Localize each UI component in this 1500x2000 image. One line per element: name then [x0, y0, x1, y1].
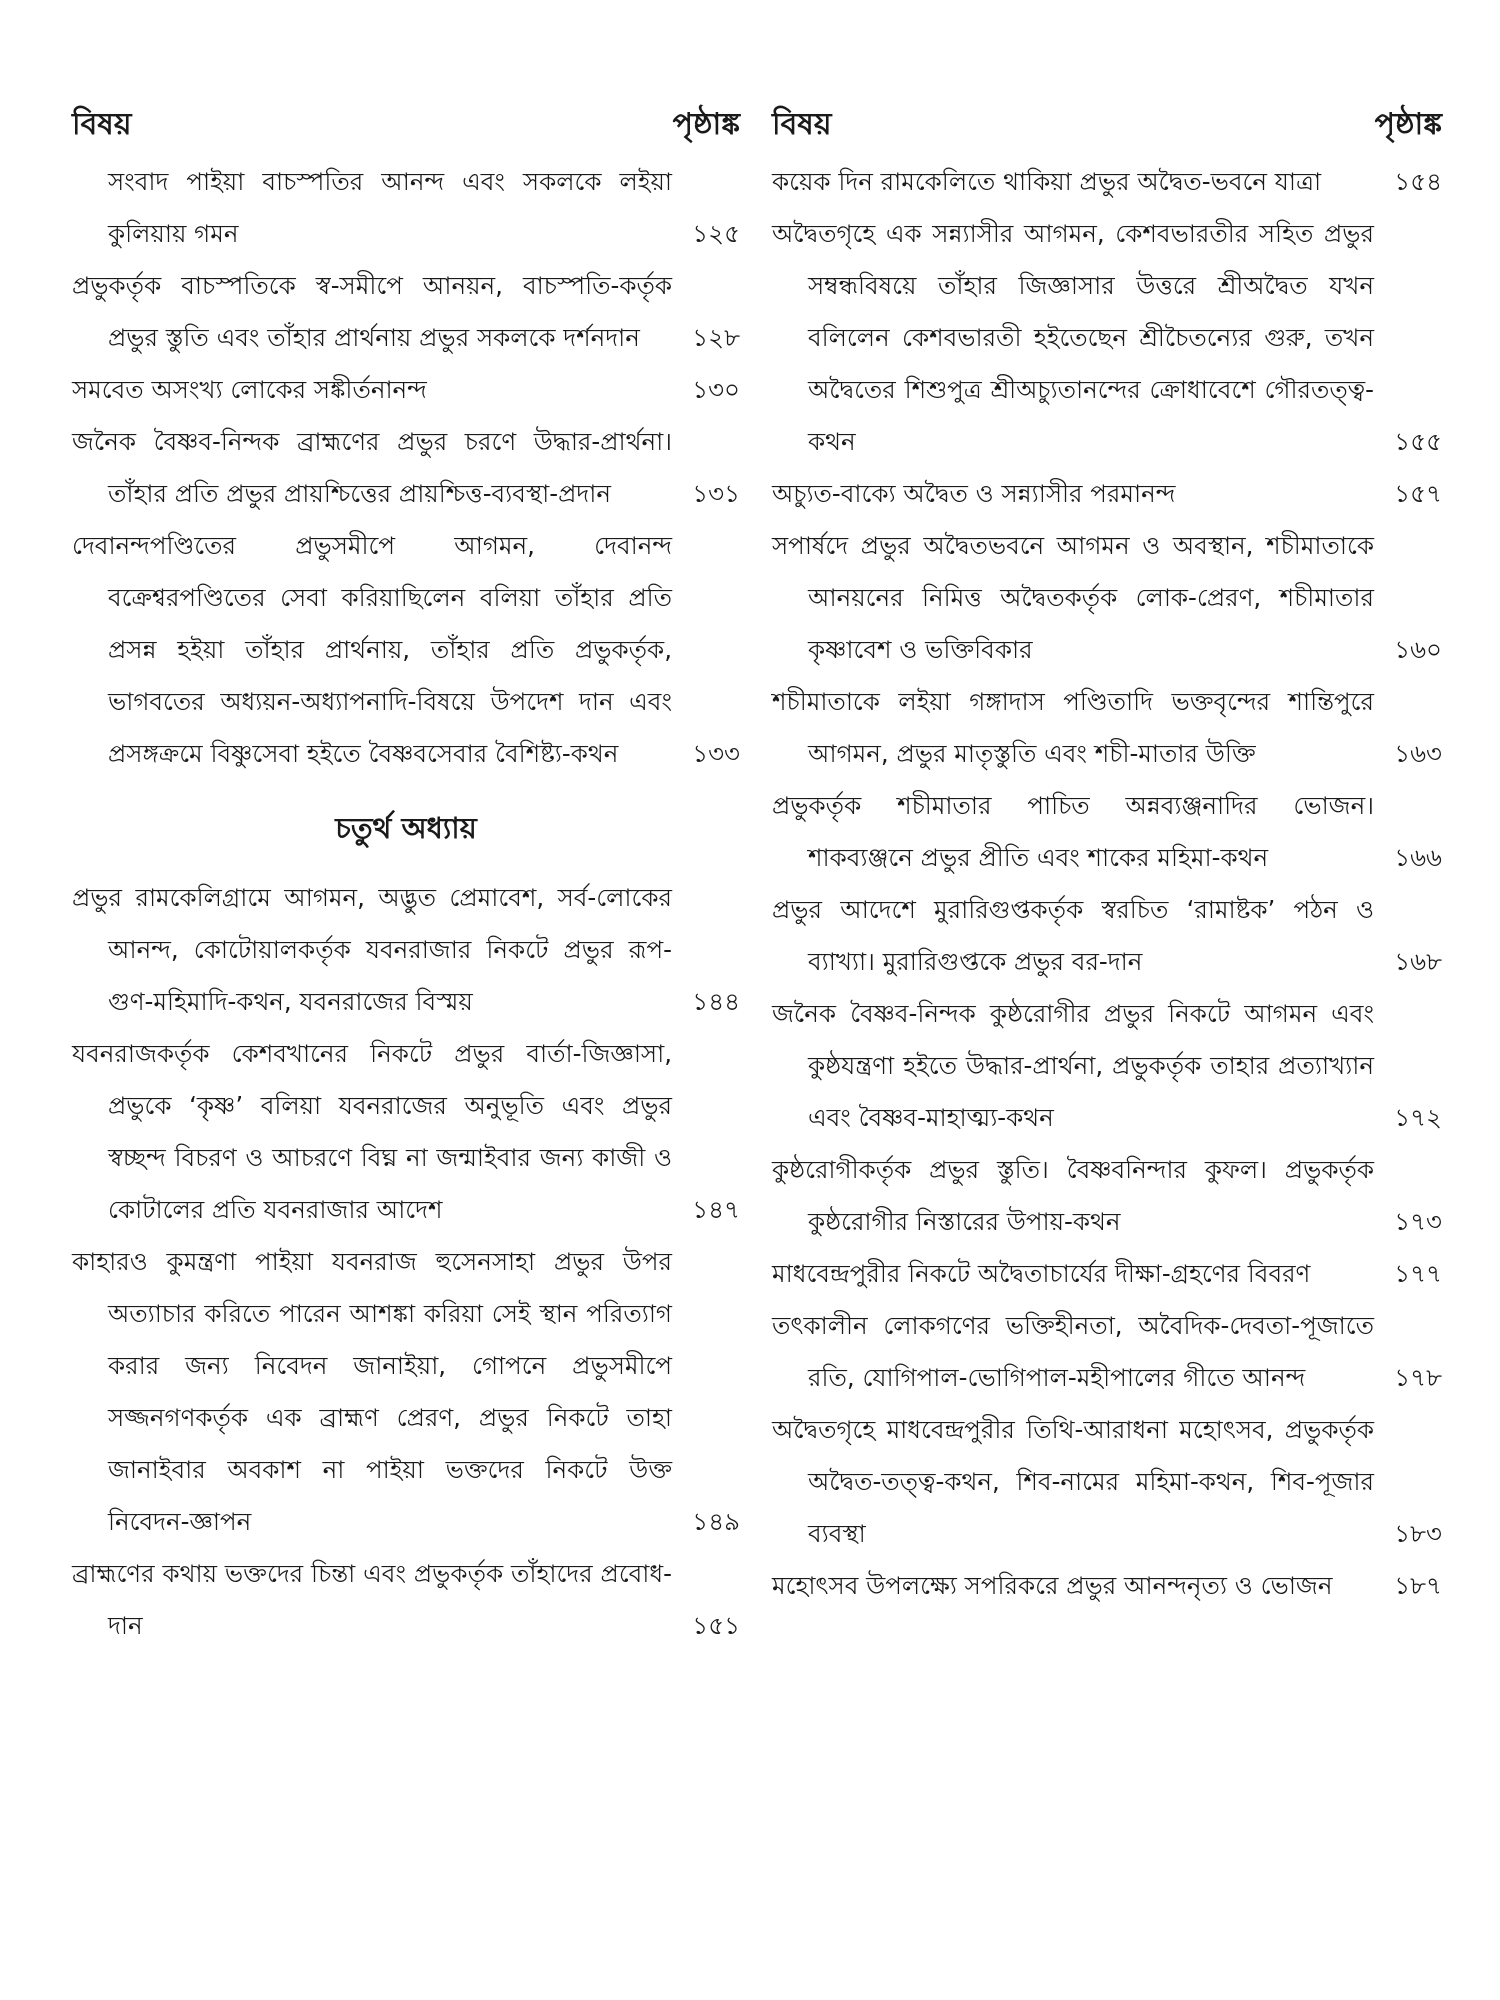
page-number-heading: পৃষ্ঠাঙ্ক: [672, 107, 740, 142]
toc-entry: [772, 208, 1442, 468]
toc-entry-page-number: ১৭৭: [1394, 1259, 1442, 1288]
toc-entry: [772, 520, 1442, 676]
toc-entry-text: দেবানন্দপণ্ডিতের প্রভুসমীপে আগমন, দেবানন্দ বক্রেশ্বরপণ্ডিতের সেবা করিয়াছিলেন বলিয়া তাঁহার প্রতি প্রসন্ন হইয়া তাঁহার প্রার্থনায়, তাঁহার প্রতি প্রভুকর্তৃক, ভাগবতের অধ্যয়ন-অধ্যাপনাদি-বিষয়ে উপদেশ দান এবং প্রসঙ্গক্রমে বিষ্ণুসেবা হইতে বৈষ্ণবসেবার বৈশিষ্ট্য-কথন: [72, 531, 672, 768]
toc-entry: [72, 1028, 740, 1236]
toc-entry-page-number: ১৬৮: [1394, 947, 1442, 976]
toc-entry-text: অদ্বৈতগৃহে মাধবেন্দ্রপুরীর তিথি-আরাধনা মহোৎসব, প্রভুকর্তৃক অদ্বৈত-তত্ত্ব-কথন, শিব-নামের মহিমা-কথন, শিব-পূজার ব্যবস্থা: [772, 1415, 1374, 1548]
toc-entry-page-number: ১৪৯: [692, 1507, 740, 1536]
toc-entry: [772, 468, 1442, 520]
toc-entry: [772, 1300, 1442, 1404]
toc-entry: [772, 676, 1442, 780]
toc-entry: [772, 1404, 1442, 1560]
toc-entry-text: সমবেত অসংখ্য লোকের সঙ্কীর্তনানন্দ: [72, 375, 427, 404]
toc-entry: [72, 520, 740, 780]
toc-entry-text: অদ্বৈতগৃহে এক সন্ন্যাসীর আগমন, কেশবভারতীর সহিত প্রভুর সম্বন্ধবিষয়ে তাঁহার জিজ্ঞাসার উত্তরে শ্রীঅদ্বৈত যখন বলিলেন কেশবভারতী হইতেছেন শ্রীচৈতন্যের গুরু, তখন অদ্বৈতের শিশুপুত্র শ্রীঅচ্যুতানন্দের ক্রোধাবেশে গৌরতত্ত্ব-কথন: [772, 219, 1374, 456]
toc-entry: [72, 156, 740, 260]
toc-entry-text: ব্রাহ্মণের কথায় ভক্তদের চিন্তা এবং প্রভুকর্তৃক তাঁহাদের প্রবোধ-দান: [72, 1559, 672, 1640]
toc-entry: [772, 988, 1442, 1144]
toc-entry-text: মহোৎসব উপলক্ষ্যে সপরিকরে প্রভুর আনন্দনৃত্য ও ভোজন: [772, 1571, 1333, 1600]
chapter-heading: চতুর্থ অধ্যায়: [335, 811, 477, 845]
toc-entry-text: জনৈক বৈষ্ণব-নিন্দক কুষ্ঠরোগীর প্রভুর নিকটে আগমন এবং কুষ্ঠযন্ত্রণা হইতে উদ্ধার-প্রার্থনা, প্রভুকর্তৃক তাহার প্রত্যাখ্যান এবং বৈষ্ণব-মাহাত্ম্য-কথন: [772, 999, 1374, 1132]
toc-entry-text: প্রভুকর্তৃক বাচস্পতিকে স্ব-সমীপে আনয়ন, বাচস্পতি-কর্তৃক প্রভুর স্তুতি এবং তাঁহার প্রার্থনায় প্রভুর সকলকে দর্শনদান: [72, 271, 672, 352]
left-column-header: [72, 100, 740, 150]
toc-entry-page-number: ১৩১: [692, 479, 740, 508]
toc-entry: [772, 1248, 1442, 1300]
toc-entry: [772, 884, 1442, 988]
toc-entry: [772, 1560, 1442, 1612]
toc-entry-page-number: ১৪৪: [692, 987, 740, 1016]
toc-entry-text: প্রভুর আদেশে মুরারিগুপ্তকর্তৃক স্বরচিত ‘রামাষ্টক’ পঠন ও ব্যাখ্যা। মুরারিগুপ্তকে প্রভুর বর-দান: [772, 895, 1374, 976]
toc-entry-text: কয়েক দিন রামকেলিতে থাকিয়া প্রভুর অদ্বৈত-ভবনে যাত্রা: [772, 167, 1322, 196]
toc-entry: [772, 1144, 1442, 1248]
toc-entry-page-number: ১৬০: [1394, 635, 1442, 664]
toc-entry: [72, 260, 740, 364]
toc-entry-text: শচীমাতাকে লইয়া গঙ্গাদাস পণ্ডিতাদি ভক্তবৃন্দের শান্তিপুরে আগমন, প্রভুর মাতৃস্তুতি এবং শচী-মাতার উক্তি: [772, 687, 1374, 768]
toc-entry-text: প্রভুর রামকেলিগ্রামে আগমন, অদ্ভুত প্রেমাবেশ, সর্ব-লোকের আনন্দ, কোটোয়ালকর্তৃক যবনরাজার নিকটে প্রভুর রূপ-গুণ-মহিমাদি-কথন, যবনরাজের বিস্ময়: [72, 883, 672, 1016]
toc-entry-page-number: ১৩০: [692, 375, 740, 404]
toc-entry-page-number: ১৬৬: [1394, 843, 1442, 872]
toc-entry: [72, 1548, 740, 1652]
subject-heading: বিষয়: [772, 107, 832, 142]
toc-entry-page-number: ১৭৮: [1394, 1363, 1442, 1392]
toc-entry-text: কুষ্ঠরোগীকর্তৃক প্রভুর স্তুতি। বৈষ্ণবনিন্দার কুফল। প্রভুকর্তৃক কুষ্ঠরোগীর নিস্তারের উপায়-কথন: [772, 1155, 1374, 1236]
toc-entry-page-number: ১৫৫: [1394, 427, 1442, 456]
toc-entry: [72, 1236, 740, 1548]
toc-entry: [72, 364, 740, 416]
toc-entry-text: প্রভুকর্তৃক শচীমাতার পাচিত অন্নব্যঞ্জনাদির ভোজন। শাকব্যঞ্জনে প্রভুর প্রীতি এবং শাকের মহিমা-কথন: [772, 791, 1374, 872]
toc-entry-page-number: ১৫১: [692, 1611, 740, 1640]
toc-entry-text: যবনরাজকর্তৃক কেশবখানের নিকটে প্রভুর বার্তা-জিজ্ঞাসা, প্রভুকে ‘কৃষ্ণ’ বলিয়া যবনরাজের অনুভূতি এবং প্রভুর স্বচ্ছন্দ বিচরণ ও আচরণে বিঘ্ন না জন্মাইবার জন্য কাজী ও কোটালের প্রতি যবনরাজার আদেশ: [72, 1039, 672, 1224]
toc-entry-text: জনৈক বৈষ্ণব-নিন্দক ব্রাহ্মণের প্রভুর চরণে উদ্ধার-প্রার্থনা। তাঁহার প্রতি প্রভুর প্রায়শ্চিত্তের প্রায়শ্চিত্ত-ব্যবস্থা-প্রদান: [72, 427, 672, 508]
toc-entry-page-number: ১৩৩: [692, 739, 740, 768]
toc-entry-text: কাহারও কুমন্ত্রণা পাইয়া যবনরাজ হুসেনসাহা প্রভুর উপর অত্যাচার করিতে পারেন আশঙ্কা করিয়া সেই স্থান পরিত্যাগ করার জন্য নিবেদন জানাইয়া, গোপনে প্রভুসমীপে সজ্জনগণকর্তৃক এক ব্রাহ্মণ প্রেরণ, প্রভুর নিকটে তাহা জানাইবার অবকাশ না পাইয়া ভক্তদের নিকটে উক্ত নিবেদন-জ্ঞাপন: [72, 1247, 672, 1536]
subject-heading: বিষয়: [72, 107, 132, 142]
toc-entry-page-number: ১৬৩: [1394, 739, 1442, 768]
toc-entry-text: মাধবেন্দ্রপুরীর নিকটে অদ্বৈতাচার্যের দীক্ষা-গ্রহণের বিবরণ: [772, 1259, 1311, 1288]
toc-entry-page-number: ১৪৭: [692, 1195, 740, 1224]
toc-entry-page-number: ১৫৭: [1394, 479, 1442, 508]
toc-entry-page-number: ১৫৪: [1394, 167, 1442, 196]
toc-entry-text: তৎকালীন লোকগণের ভক্তিহীনতা, অবৈদিক-দেবতা-পূজাতে রতি, যোগিপাল-ভোগিপাল-মহীপালের গীতে আনন্দ: [772, 1311, 1374, 1392]
toc-entry-page-number: ১৭২: [1394, 1103, 1442, 1132]
right-column-header: [772, 100, 1442, 150]
toc-entry-text: সংবাদ পাইয়া বাচস্পতির আনন্দ এবং সকলকে লইয়া কুলিয়ায় গমন: [108, 167, 672, 248]
toc-entry-text: অচ্যুত-বাক্যে অদ্বৈত ও সন্ন্যাসীর পরমানন্দ: [772, 479, 1176, 508]
toc-entry: [72, 872, 740, 1028]
toc-entry-page-number: ১৭৩: [1394, 1207, 1442, 1236]
toc-entry: [772, 780, 1442, 884]
toc-entry-page-number: ১৮৩: [1394, 1519, 1442, 1548]
toc-entry-page-number: ১৮৭: [1394, 1571, 1442, 1600]
toc-entry-page-number: ১২৮: [692, 323, 740, 352]
toc-entry: [72, 416, 740, 520]
toc-entry-page-number: ১২৫: [692, 219, 740, 248]
left-column: [72, 100, 740, 1652]
right-column: [772, 100, 1442, 1612]
toc-entry: [772, 156, 1442, 208]
toc-entry-text: সপার্ষদে প্রভুর অদ্বৈতভবনে আগমন ও অবস্থান, শচীমাতাকে আনয়নের নিমিত্ত অদ্বৈতকর্তৃক লোক-প্রেরণ, শচীমাতার কৃষ্ণাবেশ ও ভক্তিবিকার: [772, 531, 1374, 664]
page-number-heading: পৃষ্ঠাঙ্ক: [1374, 107, 1442, 142]
